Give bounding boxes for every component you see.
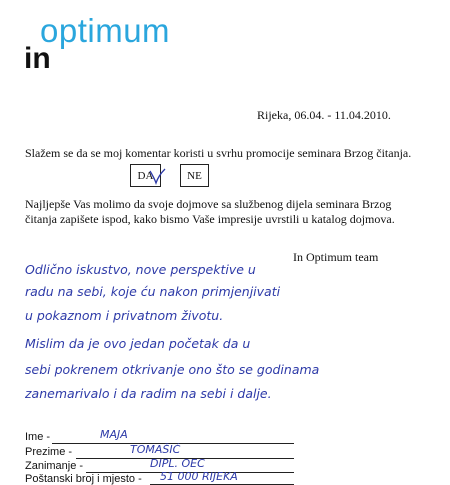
postal-value: 51 000 RIJEKA — [160, 470, 238, 483]
document-date: Rijeka, 06.04. - 11.04.2010. — [257, 108, 391, 122]
team-signature: In Optimum team — [293, 250, 379, 264]
logo-in-text: in — [24, 42, 51, 75]
comment-line: sebi pokrenem otkrivanje ono što se godinama — [25, 362, 320, 377]
intro-paragraph — [25, 197, 425, 227]
surname-value: TOMAŠIĆ — [130, 443, 181, 456]
intro-line-1: Najljepše Vas molimo da svoje dojmove sa službenog dijela seminara Brzog — [25, 197, 392, 211]
comment-line: zanemarivalo i da radim na sebi i dalje. — [25, 386, 272, 401]
comment-line: Mislim da je ovo jedan početak da u — [25, 336, 251, 351]
comment-line: u pokaznom i privatnom životu. — [25, 308, 224, 323]
option-yes-label: DA — [137, 169, 154, 182]
occupation-label: Zanimanje - — [25, 460, 84, 472]
occupation-value: DIPL. OEC — [150, 457, 205, 470]
logo-optimum-text: optimum — [40, 12, 171, 49]
checkmark-icon — [148, 168, 166, 186]
comment-line: radu na sebi, koje ću nakon primjenjivati — [25, 284, 281, 299]
intro-line-2: čitanja zapišete ispod, kako bismo Vaše impresije uvrstili u katalog dojmova. — [25, 212, 395, 226]
surname-label: Prezime - — [25, 446, 73, 458]
handwritten-comment — [25, 262, 445, 412]
name-value: MAJA — [100, 428, 128, 441]
option-no-box[interactable] — [180, 164, 209, 187]
name-label: Ime - — [25, 431, 51, 443]
option-no-label: NE — [187, 169, 202, 182]
postal-label: Poštanski broj i mjesto - — [25, 473, 142, 485]
consent-statement: Slažem se da se moj komentar koristi u svrhu promocije seminara Brzog čitanja. — [25, 146, 412, 160]
comment-line: Odlično iskustvo, nove perspektive u — [25, 262, 256, 277]
